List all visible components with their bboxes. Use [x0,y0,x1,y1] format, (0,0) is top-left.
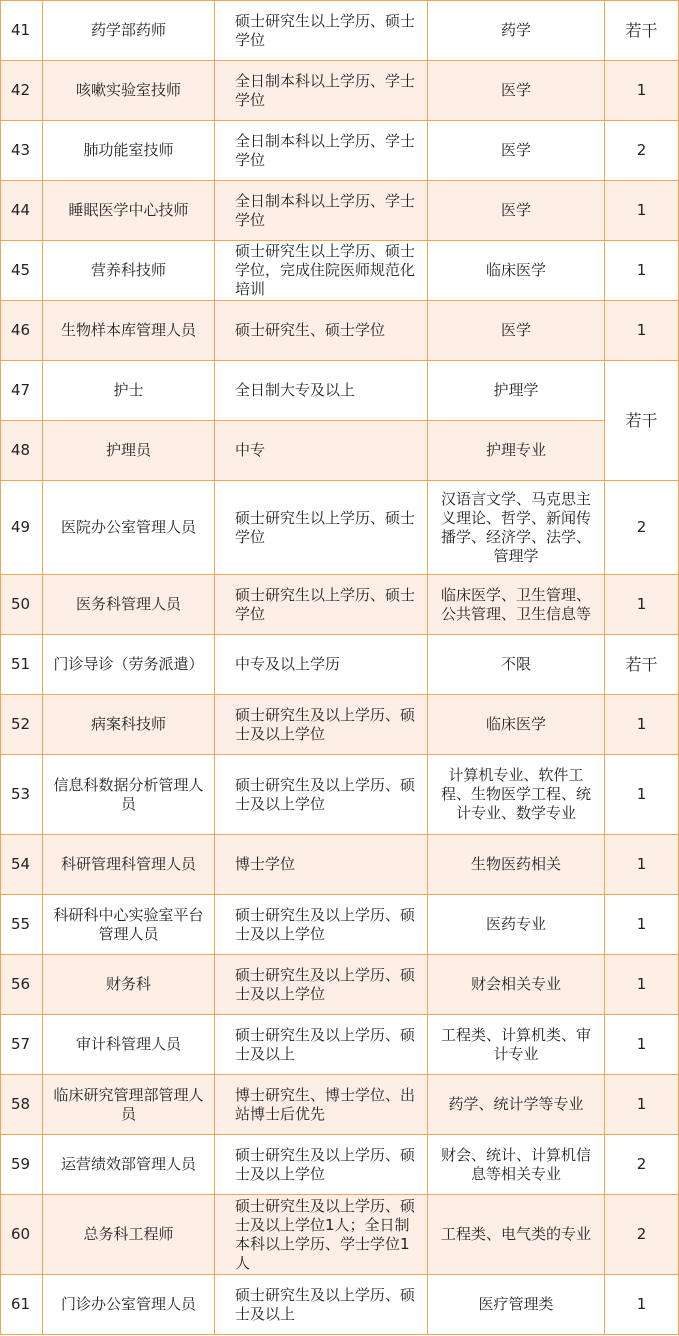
education-cell: 硕士研究生、硕士学位 [215,301,428,361]
education-cell: 全日制本科以上学历、学士学位 [215,61,428,121]
row-number: 48 [1,421,43,481]
position-cell: 财务科 [43,955,215,1015]
major-cell: 医学 [428,61,605,121]
count-cell: 1 [605,301,679,361]
row-number: 45 [1,241,43,301]
position-cell: 病案科技师 [43,695,215,755]
count-cell: 1 [605,755,679,835]
education-cell: 硕士研究生及以上学历、硕士及以上学位 [215,695,428,755]
row-number: 46 [1,301,43,361]
table-row [1,481,679,575]
row-number: 47 [1,361,43,421]
count-cell: 2 [605,121,679,181]
education-cell: 博士学位 [215,835,428,895]
major-cell: 护理专业 [428,421,605,481]
position-cell: 总务科工程师 [43,1195,215,1275]
row-number: 53 [1,755,43,835]
education-cell: 硕士研究生及以上学历、硕士及以上学位1人；全日制本科以上学历、学士学位1人 [215,1195,428,1275]
row-number: 49 [1,481,43,575]
position-cell: 科研管理科管理人员 [43,835,215,895]
position-cell: 营养科技师 [43,241,215,301]
major-cell: 护理学 [428,361,605,421]
education-cell: 博士研究生、博士学位、出站博士后优先 [215,1075,428,1135]
major-cell: 药学 [428,1,605,61]
count-cell: 若干 [605,635,679,695]
position-cell: 护士 [43,361,215,421]
count-cell: 1 [605,1015,679,1075]
education-cell: 中专 [215,421,428,481]
position-cell: 临床研究管理部管理人员 [43,1075,215,1135]
count-cell: 1 [605,895,679,955]
position-cell: 信息科数据分析管理人员 [43,755,215,835]
table-row [1,61,679,121]
major-cell: 工程类、电气类的专业 [428,1195,605,1275]
education-cell: 硕士研究生以上学历、硕士学位，完成住院医师规范化培训 [215,241,428,301]
major-cell: 临床医学 [428,241,605,301]
table-row [1,1,679,61]
position-cell: 审计科管理人员 [43,1015,215,1075]
table-row [1,361,679,421]
count-cell: 1 [605,1275,679,1335]
table-row [1,575,679,635]
row-number: 58 [1,1075,43,1135]
row-number: 50 [1,575,43,635]
position-cell: 医院办公室管理人员 [43,481,215,575]
row-number: 44 [1,181,43,241]
table-row [1,121,679,181]
row-number: 59 [1,1135,43,1195]
table-row [1,1275,679,1335]
table-row [1,695,679,755]
position-cell: 科研科中心实验室平台管理人员 [43,895,215,955]
row-number: 54 [1,835,43,895]
education-cell: 硕士研究生以上学历、硕士学位 [215,481,428,575]
education-cell: 硕士研究生以上学历、硕士学位 [215,1,428,61]
education-cell: 硕士研究生及以上学历、硕士及以上学位 [215,895,428,955]
row-number: 43 [1,121,43,181]
table-row [1,635,679,695]
major-cell: 临床医学、卫生管理、公共管理、卫生信息等 [428,575,605,635]
education-cell: 硕士研究生及以上学历、硕士及以上学位 [215,955,428,1015]
count-cell: 1 [605,955,679,1015]
major-cell: 财会、统计、计算机信息等相关专业 [428,1135,605,1195]
position-cell: 睡眠医学中心技师 [43,181,215,241]
count-cell: 1 [605,695,679,755]
position-cell: 护理员 [43,421,215,481]
table-row [1,301,679,361]
education-cell: 硕士研究生及以上学历、硕士及以上 [215,1015,428,1075]
table-row [1,1135,679,1195]
education-cell: 中专及以上学历 [215,635,428,695]
major-cell: 生物医药相关 [428,835,605,895]
row-number: 52 [1,695,43,755]
row-number: 55 [1,895,43,955]
major-cell: 工程类、计算机类、审计专业 [428,1015,605,1075]
row-number: 60 [1,1195,43,1275]
row-number: 51 [1,635,43,695]
education-cell: 硕士研究生以上学历、硕士学位 [215,575,428,635]
table-row [1,241,679,301]
table-row [1,955,679,1015]
position-cell: 医务科管理人员 [43,575,215,635]
education-cell: 全日制本科以上学历、学士学位 [215,181,428,241]
major-cell: 汉语言文学、马克思主义理论、哲学、新闻传播学、经济学、法学、管理学 [428,481,605,575]
major-cell: 医疗管理类 [428,1275,605,1335]
education-cell: 全日制本科以上学历、学士学位 [215,121,428,181]
count-cell: 2 [605,481,679,575]
position-cell: 生物样本库管理人员 [43,301,215,361]
position-cell: 运营绩效部管理人员 [43,1135,215,1195]
table-row [1,421,679,481]
count-cell: 若干 [605,361,679,481]
major-cell: 医学 [428,181,605,241]
count-cell: 1 [605,835,679,895]
row-number: 56 [1,955,43,1015]
count-cell: 若干 [605,1,679,61]
education-cell: 硕士研究生及以上学历、硕士及以上学位 [215,755,428,835]
count-cell: 1 [605,241,679,301]
count-cell: 1 [605,575,679,635]
count-cell: 1 [605,1075,679,1135]
position-cell: 门诊导诊（劳务派遣） [43,635,215,695]
table-row [1,1075,679,1135]
position-cell: 药学部药师 [43,1,215,61]
major-cell: 计算机专业、软件工程、生物医学工程、统计专业、数学专业 [428,755,605,835]
education-cell: 硕士研究生及以上学历、硕士及以上 [215,1275,428,1335]
table-row [1,755,679,835]
count-cell: 2 [605,1135,679,1195]
position-cell: 咳嗽实验室技师 [43,61,215,121]
education-cell: 硕士研究生及以上学历、硕士及以上学位 [215,1135,428,1195]
major-cell: 临床医学 [428,695,605,755]
major-cell: 医学 [428,301,605,361]
count-cell: 2 [605,1195,679,1275]
table-row [1,181,679,241]
major-cell: 医学 [428,121,605,181]
education-cell: 全日制大专及以上 [215,361,428,421]
row-number: 41 [1,1,43,61]
table-row [1,835,679,895]
table-row [1,1015,679,1075]
position-cell: 肺功能室技师 [43,121,215,181]
count-cell: 1 [605,61,679,121]
row-number: 61 [1,1275,43,1335]
table-row [1,895,679,955]
major-cell: 财会相关专业 [428,955,605,1015]
major-cell: 医药专业 [428,895,605,955]
table-row [1,1195,679,1275]
count-cell: 1 [605,181,679,241]
row-number: 42 [1,61,43,121]
major-cell: 不限 [428,635,605,695]
row-number: 57 [1,1015,43,1075]
major-cell: 药学、统计学等专业 [428,1075,605,1135]
position-cell: 门诊办公室管理人员 [43,1275,215,1335]
